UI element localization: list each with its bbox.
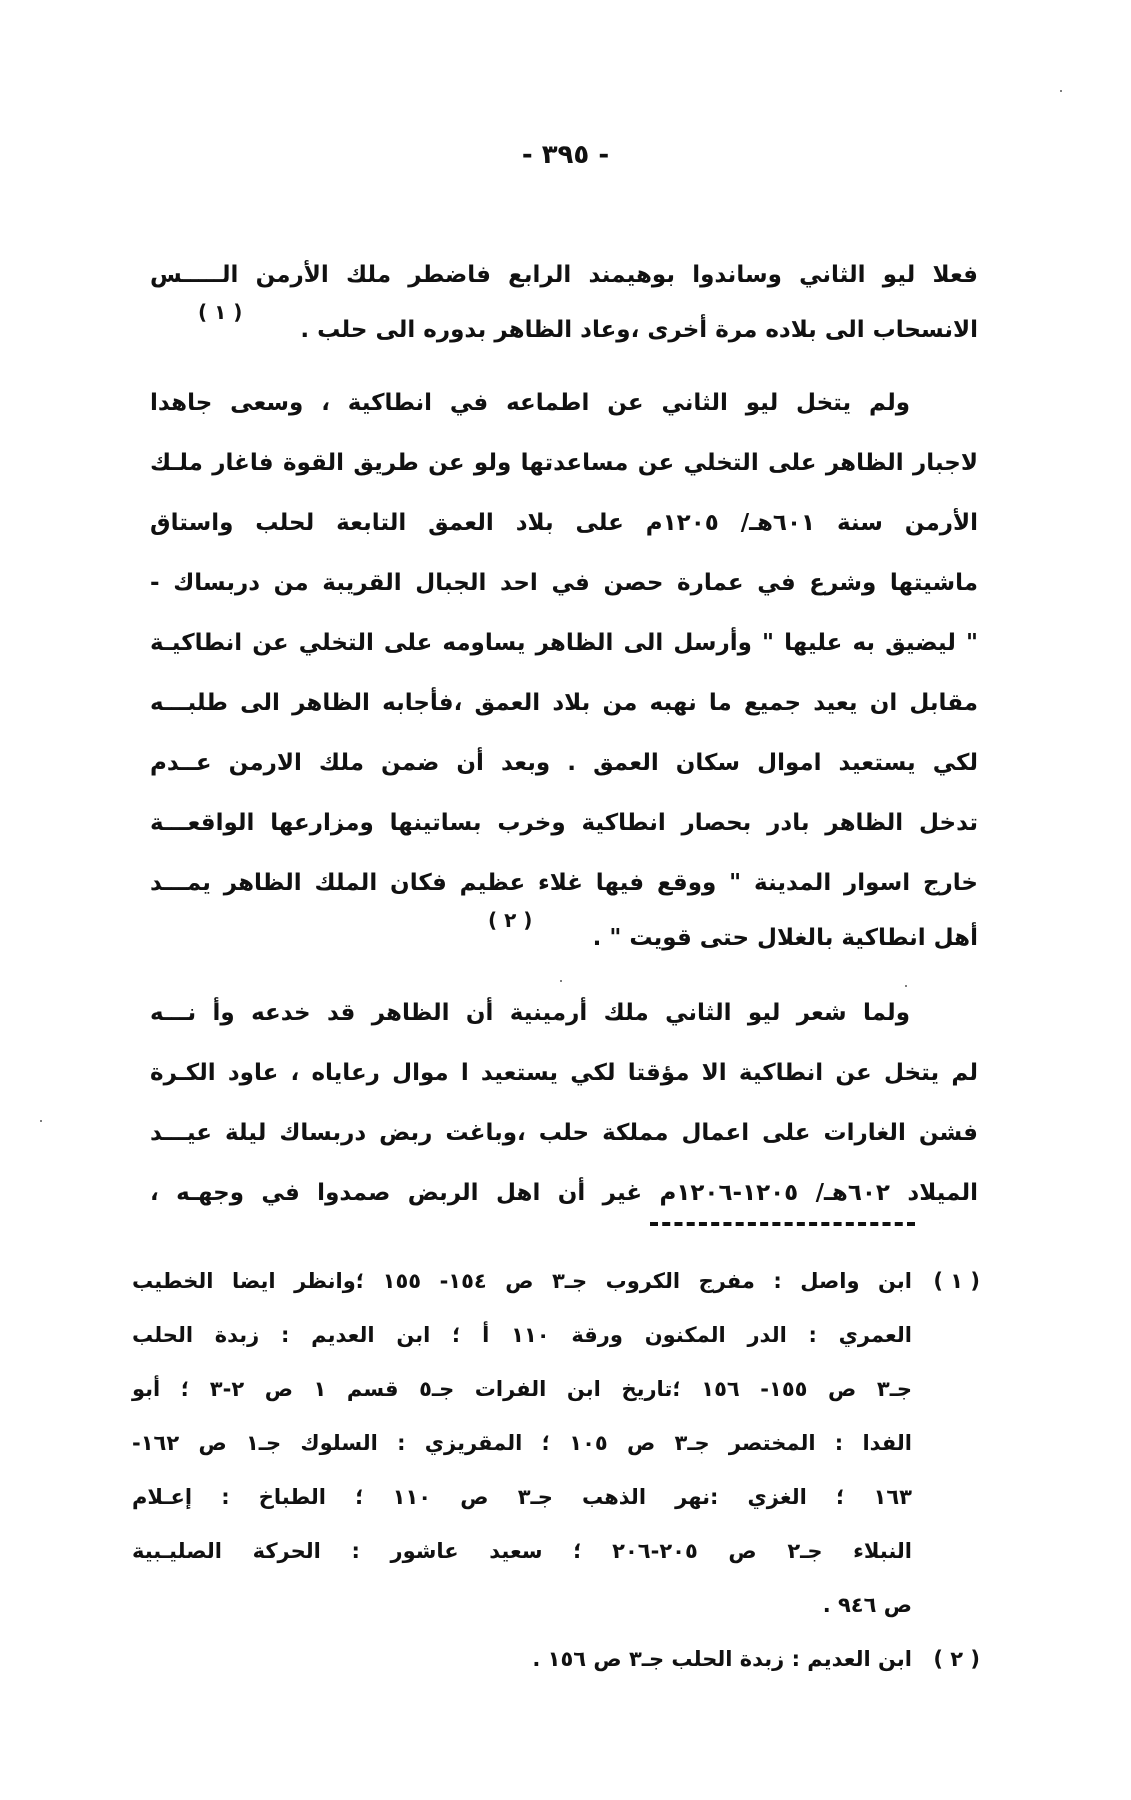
text-line: ماشيتها وشرع في عمارة حصن في احد الجبال القريبة من دربساك - <box>150 570 978 596</box>
footnote-line: جـ٣ ص ١٥٥- ١٥٦ ؛تاريخ ابن الفرات جـ٥ قسم ١ ص ٢-٣ ؛ أبو <box>132 1377 912 1401</box>
scan-speck <box>1060 90 1062 92</box>
footnote-line: ابن العديم : زبدة الحلب جـ٣ ص ١٥٦ . <box>532 1647 912 1671</box>
scan-speck <box>40 1120 42 1122</box>
footnote-line: ص ٩٤٦ . <box>822 1593 912 1617</box>
page-number: - ٣٩٥ - <box>521 140 610 170</box>
paragraph-start-line: ولم يتخل ليو الثاني عن اطماعه في انطاكية ، وسعى جاهدا <box>150 390 910 416</box>
text-line: لكي يستعيد اموال سكان العمق . وبعد أن ضمن ملك الارمن عــدم <box>150 750 978 776</box>
footnote-number: ( ١ ) <box>933 1269 980 1293</box>
text-line: تدخل الظاهر بادر بحصار انطاكية وخرب بساتينها ومزارعها الواقعـــة <box>150 810 978 836</box>
text-line: لاجبار الظاهر على التخلي عن مساعدتها ولو عن طريق القوة فاغار ملـك <box>150 450 978 476</box>
footnote-line: الفدا : المختصر جـ٣ ص ١٠٥ ؛ المقريزي : السلوك جـ١ ص ١٦٢- <box>132 1431 913 1455</box>
paragraph-start-line: ولما شعر ليو الثاني ملك أرمينية أن الظاهر قد خدعه وأ نـــه <box>150 1000 910 1026</box>
footnote-number: ( ٢ ) <box>933 1647 980 1671</box>
footnote-line: ابن واصل : مفرج الكروب جـ٣ ص ١٥٤- ١٥٥ ؛وانظر ايضا الخطيب <box>132 1269 912 1293</box>
text-line: فشن الغارات على اعمال مملكة حلب ،وباغت ربض دربساك ليلة عيـــد <box>150 1120 978 1146</box>
footnote-line: النبلاء جـ٢ ص ٢٠٥-٢٠٦ ؛ سعيد عاشور : الحركة الصليـبية <box>132 1539 912 1563</box>
footnote-ref-1[interactable]: ( ١ ) <box>198 300 243 324</box>
text-line: الميلاد ٦٠٢هـ/ ١٢٠٥-١٢٠٦م غير أن اهل الربض صمدوا في وجهـه ، <box>150 1180 978 1206</box>
text-line: مقابل ان يعيد جميع ما نهبه من بلاد العمق ،فأجابه الظاهر الى طلبـــه <box>150 690 978 716</box>
text-line: خارج اسوار المدينة " ووقع فيها غلاء عظيم فكان الملك الظاهر يمـــد <box>150 870 978 896</box>
text-line: فعلا ليو الثاني وساندوا بوهيمند الرابع فاضطر ملك الأرمن الـــــس <box>150 262 978 288</box>
footnote-ref-2[interactable]: ( ٢ ) <box>488 908 533 932</box>
scan-speck <box>905 985 907 987</box>
text-line: " ليضيق به عليها " وأرسل الى الظاهر يساومه على التخلي عن انطاكيـة <box>150 630 978 656</box>
text-line: لم يتخل عن انطاكية الا مؤقتا لكي يستعيد ا موال رعاياه ، عاود الكـرة <box>150 1060 978 1086</box>
footnote-line: ١٦٣ ؛ الغزي :نهر الذهب جـ٣ ص ١١٠ ؛ الطباخ : إعـلام <box>132 1485 912 1509</box>
scan-speck <box>560 980 562 982</box>
text-line: الأرمن سنة ٦٠١هـ/ ١٢٠٥م على بلاد العمق التابعة لحلب واستاق <box>150 510 978 536</box>
footnote-line: العمري : الدر المكنون ورقة ١١٠ أ ؛ ابن العديم : زبدة الحلب <box>132 1323 912 1347</box>
footnote-separator <box>650 1222 915 1226</box>
text-line: الانسحاب الى بلاده مرة أخرى ،وعاد الظاهر بدوره الى حلب . <box>300 317 978 343</box>
text-line: أهل انطاكية بالغلال حتى قويت " . <box>592 925 978 951</box>
